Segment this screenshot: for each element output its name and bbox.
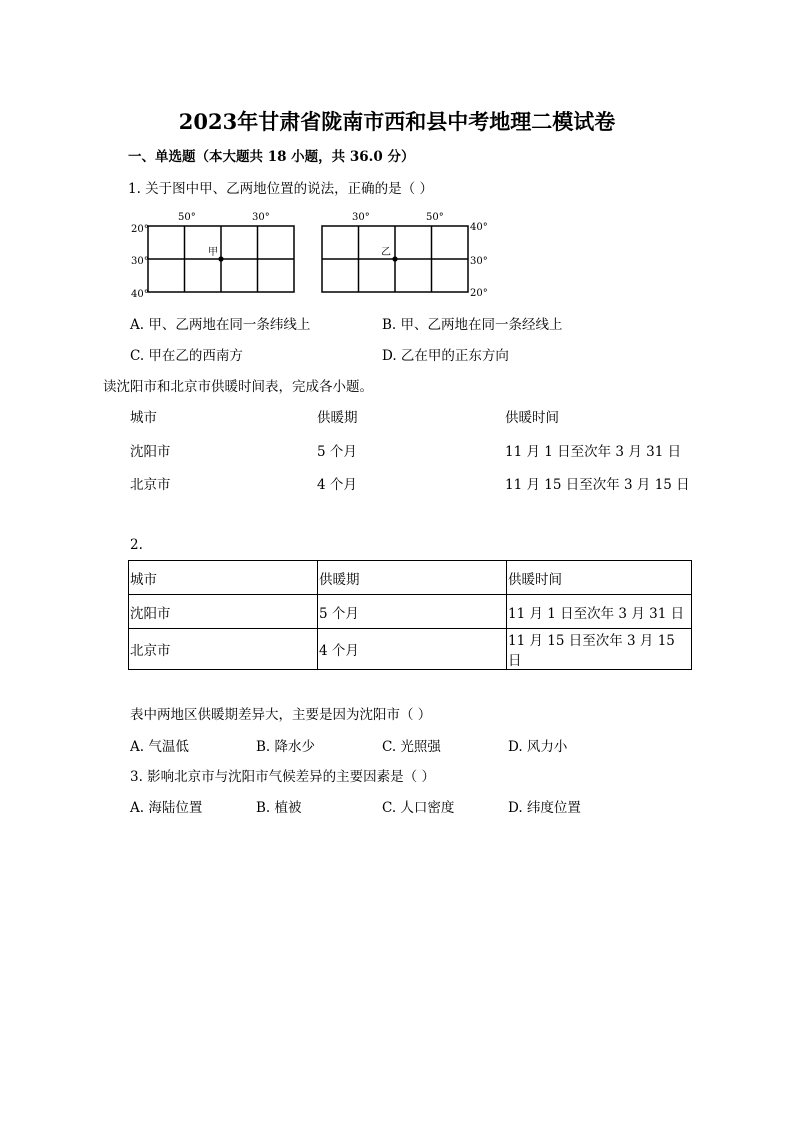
plain-table-cell: 4 个月 bbox=[317, 477, 357, 493]
q2-option-d: D. 风力小 bbox=[508, 739, 568, 755]
right-lon-label: 50° bbox=[426, 212, 444, 223]
table-header-cell: 供暖时间 bbox=[507, 561, 692, 595]
q2-option-a: A. 气温低 bbox=[130, 739, 189, 755]
q1-option-b: B. 甲、乙两地在同一条经线上 bbox=[382, 317, 563, 333]
page-title: 2023年甘肃省陇南市西和县中考地理二模试卷 bbox=[178, 109, 616, 134]
left-lat-label: 20° bbox=[131, 224, 149, 235]
point-yi-label: 乙 bbox=[381, 247, 391, 258]
table-row bbox=[129, 595, 692, 629]
q1-option-d: D. 乙在甲的正东方向 bbox=[382, 348, 509, 364]
left-lon-label: 30° bbox=[252, 212, 270, 223]
table-cell: 沈阳市 bbox=[129, 595, 318, 629]
q3-option-b: B. 植被 bbox=[256, 800, 302, 816]
point-yi-dot bbox=[392, 256, 397, 261]
left-lat-label: 40° bbox=[131, 289, 149, 300]
q1-option-c: C. 甲在乙的西南方 bbox=[130, 348, 243, 364]
plain-table-header: 城市 bbox=[130, 410, 157, 426]
q2-number: 2. bbox=[130, 537, 143, 553]
q2-option-c: C. 光照强 bbox=[382, 739, 441, 755]
table-cell: 11 月 15 日至次年 3 月 15 日 bbox=[507, 629, 692, 670]
section-heading: 一、单选题（本大题共 18 小题，共 36.0 分） bbox=[128, 149, 415, 165]
point-jia-label: 甲 bbox=[208, 247, 218, 258]
heating-table bbox=[128, 560, 692, 670]
left-lat-label: 30° bbox=[131, 256, 149, 267]
plain-table-cell: 5 个月 bbox=[317, 444, 357, 460]
q2-option-b: B. 降水少 bbox=[256, 739, 316, 755]
right-lat-label: 40° bbox=[470, 222, 488, 233]
left-lon-label: 50° bbox=[178, 212, 196, 223]
q3-option-d: D. 纬度位置 bbox=[508, 800, 581, 816]
table-cell: 4 个月 bbox=[318, 629, 507, 670]
left-grid bbox=[131, 212, 294, 300]
point-jia-dot bbox=[218, 256, 223, 261]
table-row bbox=[129, 561, 692, 595]
q3-stem: 3. 影响北京市与沈阳市气候差异的主要因素是（ ） bbox=[130, 769, 435, 785]
q3-option-c: C. 人口密度 bbox=[382, 800, 455, 816]
right-lat-label: 30° bbox=[470, 256, 488, 267]
plain-table-header: 供暖期 bbox=[317, 410, 358, 426]
plain-table-cell: 北京市 bbox=[130, 477, 171, 493]
q2-stem: 表中两地区供暖期差异大，主要是因为沈阳市（ ） bbox=[130, 707, 432, 723]
plain-table-cell: 沈阳市 bbox=[130, 444, 171, 460]
table-cell: 北京市 bbox=[129, 629, 318, 670]
q1-stem: 1. 关于图中甲、乙两地位置的说法，正确的是（ ） bbox=[128, 181, 433, 197]
table-cell: 11 月 1 日至次年 3 月 31 日 bbox=[507, 595, 692, 629]
right-lat-label: 20° bbox=[470, 288, 488, 299]
right-grid bbox=[322, 212, 488, 299]
q1-option-a: A. 甲、乙两地在同一条纬线上 bbox=[130, 317, 311, 333]
right-lon-label: 30° bbox=[352, 212, 370, 223]
reading-intro: 读沈阳市和北京市供暖时间表，完成各小题。 bbox=[103, 379, 373, 395]
table-row bbox=[129, 629, 692, 670]
plain-table-cell: 11 月 1 日至次年 3 月 31 日 bbox=[505, 444, 682, 460]
table-cell: 5 个月 bbox=[318, 595, 507, 629]
table-header-cell: 供暖期 bbox=[318, 561, 507, 595]
q1-figure bbox=[126, 206, 496, 302]
plain-table-header: 供暖时间 bbox=[505, 410, 559, 426]
plain-table-cell: 11 月 15 日至次年 3 月 15 日 bbox=[505, 477, 690, 493]
q3-option-a: A. 海陆位置 bbox=[130, 800, 203, 816]
table-header-cell: 城市 bbox=[129, 561, 318, 595]
